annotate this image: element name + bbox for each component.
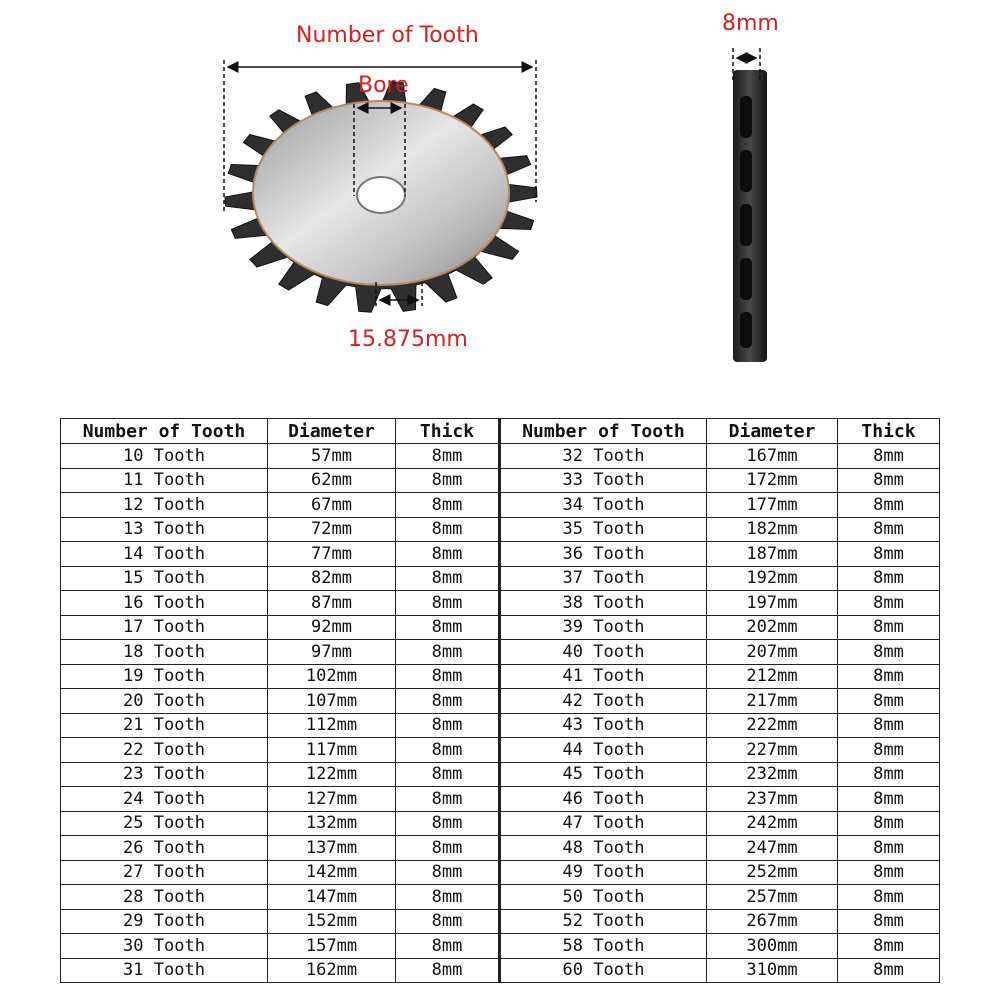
diameter-cell: 207mm <box>707 640 838 665</box>
table-row <box>61 689 940 714</box>
tooth-count-cell: 23 Tooth <box>61 762 268 787</box>
bore-label: Bore <box>358 73 409 98</box>
sprocket-diagram <box>0 0 1000 400</box>
thick-cell: 8mm <box>396 958 500 983</box>
thick-cell: 8mm <box>838 860 940 885</box>
diameter-cell: 152mm <box>268 909 396 934</box>
table-row <box>61 836 940 861</box>
tooth-count-cell: 20 Tooth <box>61 689 268 714</box>
tooth-count-cell: 29 Tooth <box>61 909 268 934</box>
diameter-cell: 187mm <box>707 542 838 567</box>
table-row <box>61 934 940 959</box>
diameter-cell: 300mm <box>707 934 838 959</box>
tooth-pitch-label: 15.875mm <box>348 327 468 352</box>
diameter-cell: 192mm <box>707 566 838 591</box>
diameter-cell: 197mm <box>707 591 838 616</box>
diameter-cell: 102mm <box>268 664 396 689</box>
diameter-cell: 87mm <box>268 591 396 616</box>
sprocket-bore-hole <box>357 177 405 213</box>
tooth-count-cell: 46 Tooth <box>500 787 707 812</box>
diameter-cell: 227mm <box>707 738 838 763</box>
tooth-count-cell: 26 Tooth <box>61 836 268 861</box>
thick-cell: 8mm <box>396 713 500 738</box>
diameter-cell: 242mm <box>707 811 838 836</box>
thick-cell: 8mm <box>838 493 940 518</box>
tooth-count-cell: 58 Tooth <box>500 934 707 959</box>
diameter-cell: 147mm <box>268 885 396 910</box>
table-row <box>61 909 940 934</box>
diameter-cell: 127mm <box>268 787 396 812</box>
diameter-cell: 157mm <box>268 934 396 959</box>
tooth-count-cell: 19 Tooth <box>61 664 268 689</box>
thick-cell: 8mm <box>396 664 500 689</box>
thick-cell: 8mm <box>838 566 940 591</box>
thick-cell: 8mm <box>396 909 500 934</box>
thick-cell: 8mm <box>396 615 500 640</box>
table-row <box>61 885 940 910</box>
diameter-cell: 222mm <box>707 713 838 738</box>
header-diameter: Diameter <box>707 419 838 444</box>
thick-cell: 8mm <box>838 615 940 640</box>
diameter-cell: 167mm <box>707 444 838 469</box>
thick-cell: 8mm <box>838 836 940 861</box>
table-row <box>61 762 940 787</box>
tooth-count-cell: 41 Tooth <box>500 664 707 689</box>
thick-cell: 8mm <box>838 591 940 616</box>
tooth-count-cell: 50 Tooth <box>500 885 707 910</box>
thick-cell: 8mm <box>396 738 500 763</box>
diameter-cell: 72mm <box>268 517 396 542</box>
table-row <box>61 787 940 812</box>
diameter-cell: 132mm <box>268 811 396 836</box>
thick-cell: 8mm <box>838 909 940 934</box>
tooth-count-cell: 44 Tooth <box>500 738 707 763</box>
table-row <box>61 591 940 616</box>
table-row <box>61 468 940 493</box>
thick-cell: 8mm <box>838 542 940 567</box>
table-row <box>61 444 940 469</box>
tooth-count-cell: 30 Tooth <box>61 934 268 959</box>
tooth-count-cell: 32 Tooth <box>500 444 707 469</box>
header-diameter: Diameter <box>268 419 396 444</box>
tooth-count-cell: 37 Tooth <box>500 566 707 591</box>
diameter-cell: 182mm <box>707 517 838 542</box>
thick-cell: 8mm <box>396 468 500 493</box>
thick-cell: 8mm <box>396 762 500 787</box>
thick-cell: 8mm <box>838 468 940 493</box>
diameter-cell: 172mm <box>707 468 838 493</box>
diameter-cell: 77mm <box>268 542 396 567</box>
thick-cell: 8mm <box>838 787 940 812</box>
diameter-cell: 257mm <box>707 885 838 910</box>
thick-cell: 8mm <box>838 738 940 763</box>
table-row <box>61 860 940 885</box>
thick-cell: 8mm <box>396 542 500 567</box>
thickness-label: 8mm <box>722 11 779 36</box>
thick-cell: 8mm <box>838 762 940 787</box>
thick-cell: 8mm <box>396 591 500 616</box>
tooth-count-cell: 14 Tooth <box>61 542 268 567</box>
diameter-cell: 310mm <box>707 958 838 983</box>
diameter-cell: 67mm <box>268 493 396 518</box>
diameter-cell: 232mm <box>707 762 838 787</box>
thick-cell: 8mm <box>838 517 940 542</box>
tooth-count-cell: 34 Tooth <box>500 493 707 518</box>
diameter-cell: 112mm <box>268 713 396 738</box>
tooth-count-cell: 36 Tooth <box>500 542 707 567</box>
thick-cell: 8mm <box>838 885 940 910</box>
tooth-count-cell: 52 Tooth <box>500 909 707 934</box>
diameter-cell: 162mm <box>268 958 396 983</box>
tooth-count-cell: 21 Tooth <box>61 713 268 738</box>
thick-cell: 8mm <box>396 787 500 812</box>
sprocket-spec-table <box>60 418 940 983</box>
table-row <box>61 713 940 738</box>
tooth-count-cell: 35 Tooth <box>500 517 707 542</box>
thick-cell: 8mm <box>396 493 500 518</box>
diameter-cell: 177mm <box>707 493 838 518</box>
diameter-cell: 267mm <box>707 909 838 934</box>
tooth-count-cell: 48 Tooth <box>500 836 707 861</box>
thick-cell: 8mm <box>396 885 500 910</box>
tooth-count-cell: 22 Tooth <box>61 738 268 763</box>
thick-cell: 8mm <box>838 934 940 959</box>
diameter-cell: 237mm <box>707 787 838 812</box>
thick-cell: 8mm <box>838 640 940 665</box>
thick-cell: 8mm <box>396 640 500 665</box>
thick-cell: 8mm <box>396 934 500 959</box>
table-row <box>61 542 940 567</box>
thick-cell: 8mm <box>396 836 500 861</box>
tooth-count-cell: 49 Tooth <box>500 860 707 885</box>
header-thick: Thick <box>396 419 500 444</box>
tooth-count-cell: 12 Tooth <box>61 493 268 518</box>
tooth-count-cell: 11 Tooth <box>61 468 268 493</box>
table-row <box>61 566 940 591</box>
thick-cell: 8mm <box>838 444 940 469</box>
diameter-cell: 57mm <box>268 444 396 469</box>
tooth-count-cell: 45 Tooth <box>500 762 707 787</box>
tooth-count-cell: 33 Tooth <box>500 468 707 493</box>
table-row <box>61 958 940 983</box>
table-row <box>61 738 940 763</box>
number-of-tooth-label: Number of Tooth <box>296 23 479 48</box>
tooth-count-cell: 47 Tooth <box>500 811 707 836</box>
thick-cell: 8mm <box>838 958 940 983</box>
diameter-cell: 92mm <box>268 615 396 640</box>
table-row <box>61 640 940 665</box>
diameter-cell: 247mm <box>707 836 838 861</box>
thick-cell: 8mm <box>396 444 500 469</box>
thick-cell: 8mm <box>396 566 500 591</box>
tooth-count-cell: 10 Tooth <box>61 444 268 469</box>
diameter-cell: 82mm <box>268 566 396 591</box>
thick-cell: 8mm <box>396 860 500 885</box>
sprocket-side-view <box>733 70 767 362</box>
tooth-count-cell: 60 Tooth <box>500 958 707 983</box>
table-header-row <box>61 419 940 444</box>
tooth-count-cell: 43 Tooth <box>500 713 707 738</box>
thick-cell: 8mm <box>838 664 940 689</box>
table-row <box>61 664 940 689</box>
diameter-cell: 107mm <box>268 689 396 714</box>
tooth-count-cell: 40 Tooth <box>500 640 707 665</box>
sprocket-front-view <box>225 82 537 312</box>
tooth-count-cell: 15 Tooth <box>61 566 268 591</box>
table-row <box>61 493 940 518</box>
diameter-cell: 137mm <box>268 836 396 861</box>
diameter-cell: 62mm <box>268 468 396 493</box>
thick-cell: 8mm <box>396 689 500 714</box>
thick-cell: 8mm <box>838 713 940 738</box>
header-thick: Thick <box>838 419 940 444</box>
diameter-cell: 97mm <box>268 640 396 665</box>
tooth-count-cell: 13 Tooth <box>61 517 268 542</box>
tooth-count-cell: 25 Tooth <box>61 811 268 836</box>
tooth-count-cell: 27 Tooth <box>61 860 268 885</box>
tooth-count-cell: 38 Tooth <box>500 591 707 616</box>
header-number-of-tooth: Number of Tooth <box>61 419 268 444</box>
tooth-count-cell: 39 Tooth <box>500 615 707 640</box>
tooth-count-cell: 16 Tooth <box>61 591 268 616</box>
diameter-cell: 212mm <box>707 664 838 689</box>
diameter-cell: 217mm <box>707 689 838 714</box>
tooth-count-cell: 18 Tooth <box>61 640 268 665</box>
thick-cell: 8mm <box>838 811 940 836</box>
diameter-cell: 122mm <box>268 762 396 787</box>
diameter-cell: 252mm <box>707 860 838 885</box>
tooth-count-cell: 31 Tooth <box>61 958 268 983</box>
header-number-of-tooth: Number of Tooth <box>500 419 707 444</box>
thick-cell: 8mm <box>838 689 940 714</box>
tooth-count-cell: 28 Tooth <box>61 885 268 910</box>
tooth-count-cell: 17 Tooth <box>61 615 268 640</box>
diameter-cell: 142mm <box>268 860 396 885</box>
diameter-cell: 117mm <box>268 738 396 763</box>
table-row <box>61 811 940 836</box>
thick-cell: 8mm <box>396 811 500 836</box>
diameter-cell: 202mm <box>707 615 838 640</box>
table-row <box>61 517 940 542</box>
tooth-count-cell: 42 Tooth <box>500 689 707 714</box>
table-row <box>61 615 940 640</box>
tooth-count-cell: 24 Tooth <box>61 787 268 812</box>
thick-cell: 8mm <box>396 517 500 542</box>
